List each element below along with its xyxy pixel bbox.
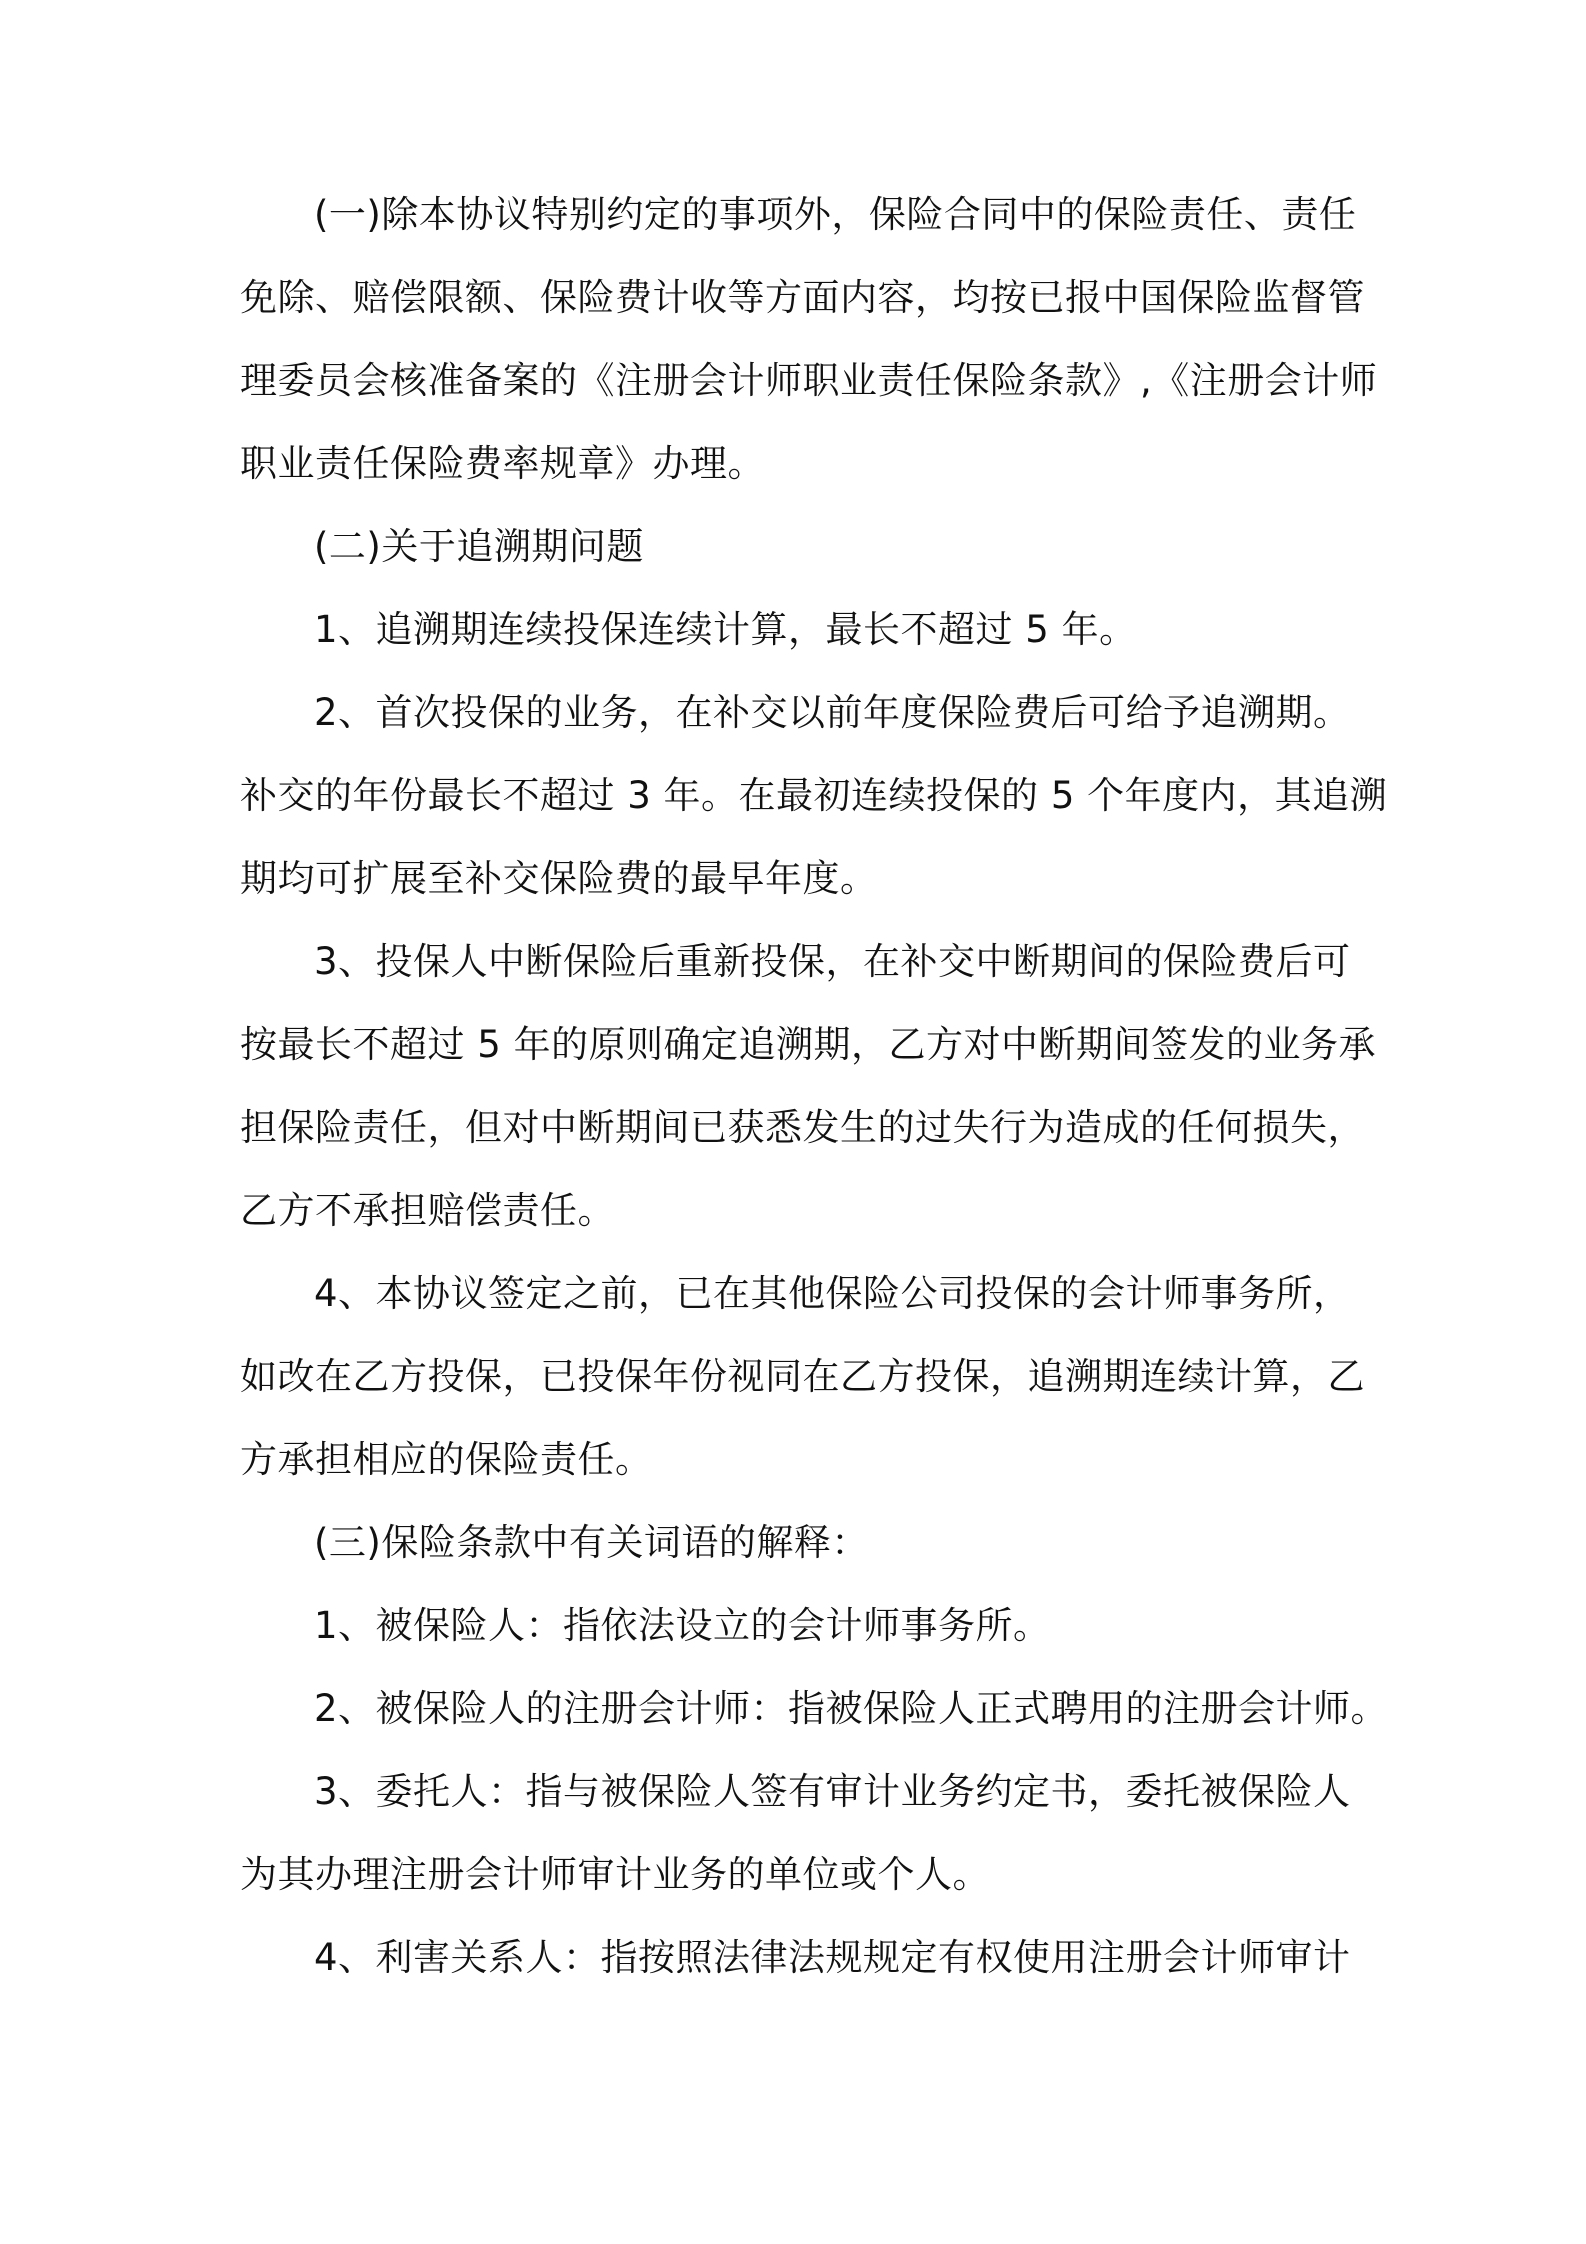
paragraph-2-2-line-2: 补交的年份最长不超过 3 年。在最初连续投保的 5 个年度内，其追溯 [240,774,1388,817]
paragraph-2-4-line-1: 4、本协议签定之前，已在其他保险公司投保的会计师事务所， [314,1272,1351,1315]
section-heading-3: (三)保险条款中有关词语的解释： [314,1521,869,1564]
paragraph-2-3-line-4: 乙方不承担赔偿责任。 [240,1189,615,1232]
paragraph-3-3-line-2: 为其办理注册会计师审计业务的单位或个人。 [240,1853,990,1896]
paragraph-3-3-line-1: 3、委托人：指与被保险人签有审计业务约定书，委托被保险人 [314,1770,1351,1813]
paragraph-3-4-line-1: 4、利害关系人：指按照法律法规规定有权使用注册会计师审计 [314,1936,1351,1979]
paragraph-2-3-line-3: 担保险责任，但对中断期间已获悉发生的过失行为造成的任何损失， [240,1106,1365,1149]
section-heading-2: (二)关于追溯期问题 [314,525,644,568]
paragraph-2-3-line-1: 3、投保人中断保险后重新投保，在补交中断期间的保险费后可 [314,940,1351,983]
paragraph-2-2-line-1: 2、首次投保的业务，在补交以前年度保险费后可给予追溯期。 [314,691,1351,734]
paragraph-1-line-3: 理委员会核准备案的《注册会计师职业责任保险条款》,《注册会计师 [240,359,1378,402]
paragraph-2-4-line-3: 方承担相应的保险责任。 [240,1438,653,1481]
paragraph-2-2-line-3: 期均可扩展至补交保险费的最早年度。 [240,857,878,900]
paragraph-2-1: 1、追溯期连续投保连续计算，最长不超过 5 年。 [314,608,1137,651]
paragraph-1-line-4: 职业责任保险费率规章》办理。 [240,442,765,485]
paragraph-1-line-1: (一)除本协议特别约定的事项外，保险合同中的保险责任、责任 [314,193,1357,236]
paragraph-3-1: 1、被保险人：指依法设立的会计师事务所。 [314,1604,1051,1647]
paragraph-1-line-2: 免除、赔偿限额、保险费计收等方面内容，均按已报中国保险监督管 [240,276,1365,319]
paragraph-2-3-line-2: 按最长不超过 5 年的原则确定追溯期，乙方对中断期间签发的业务承 [240,1023,1377,1066]
paragraph-2-4-line-2: 如改在乙方投保，已投保年份视同在乙方投保，追溯期连续计算，乙 [240,1355,1365,1398]
paragraph-3-2: 2、被保险人的注册会计师：指被保险人正式聘用的注册会计师。 [314,1687,1389,1730]
